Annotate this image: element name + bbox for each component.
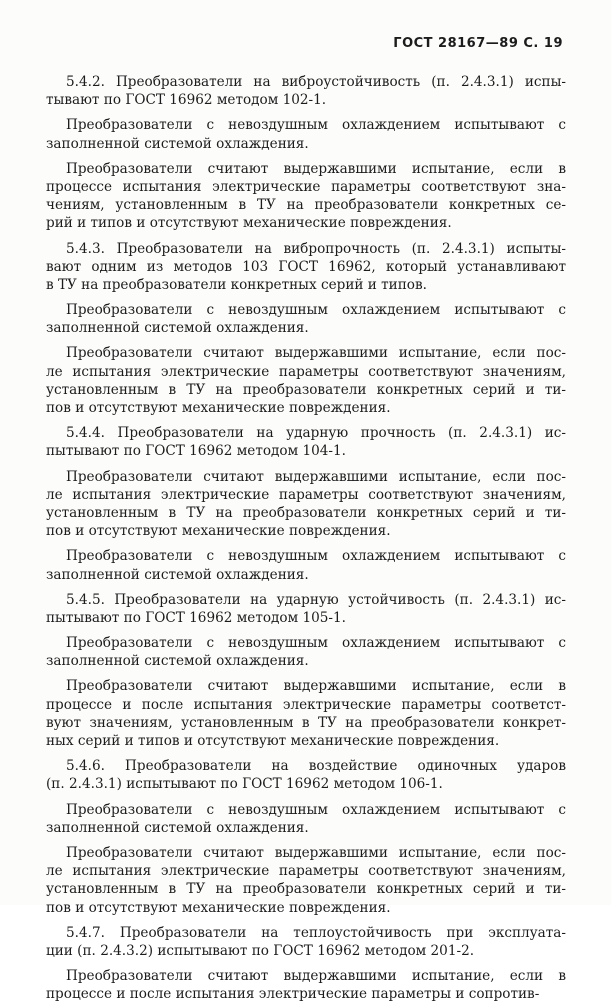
text-line: в ТУ на преобразователи конкретных серий и типов.	[46, 276, 427, 293]
text-line: Преобразователи считают выдержавшими испытание, если пос-	[66, 345, 566, 362]
text-line: Преобразователи с невоздушным охлаждением испытывают с	[66, 548, 566, 565]
text-line: Преобразователи считают выдержавшими испытание, если пос-	[66, 468, 566, 485]
paragraph	[46, 757, 566, 793]
paragraph	[46, 468, 566, 541]
text-line: заполненной системой охлаждения.	[46, 819, 309, 836]
text-line: процессе и после испытания электрические параметры соответст-	[46, 696, 566, 713]
text-line: Преобразователи с невоздушным охлаждением испытывают с	[66, 801, 566, 818]
text-line: рий и типов и отсутствуют механические повреждения.	[46, 215, 452, 232]
text-line: ных серий и типов и отсутствуют механические повреждения.	[46, 733, 500, 749]
page-header: ГОСТ 28167—89 С. 19	[393, 36, 563, 51]
text-line: вают одним из методов 103 ГОСТ 16962, который устанавливают	[46, 258, 566, 275]
text-line: Преобразователи считают выдержавшими испытание, если в	[66, 160, 566, 177]
text-line: заполненной системой охлаждения.	[46, 653, 309, 670]
text-line: Преобразователи с невоздушным охлаждением испытывают с	[66, 302, 566, 319]
text-line: вуют значениям, установленным в ТУ на преобразователи конкрет-	[46, 714, 566, 731]
paragraph	[46, 591, 566, 627]
text-line: пов и отсутствуют механические повреждения.	[46, 899, 391, 916]
text-line: ле испытания электрические параметры соответствуют значениям,	[46, 863, 566, 880]
text-line: установленным в ТУ на преобразователи конкретных серий и ти-	[46, 504, 566, 521]
text-line: (п. 2.4.3.1) испытывают по ГОСТ 16962 методом 106-1.	[46, 776, 443, 793]
text-line: 5.4.4. Преобразователи на ударную прочность (п. 2.4.3.1) ис-	[66, 425, 566, 442]
text-line: 5.4.2. Преобразователи на виброустойчивость (п. 2.4.3.1) испы-	[66, 74, 566, 90]
text-line: 5.4.3. Преобразователи на вибропрочность (п. 2.4.3.1) испыты-	[66, 240, 566, 257]
text-line: установленным в ТУ на преобразователи конкретных серий и ти-	[46, 381, 566, 398]
paragraph	[46, 924, 566, 960]
text-line: заполненной системой охлаждения.	[46, 320, 309, 337]
text-line: пытывают по ГОСТ 16962 методом 104-1.	[46, 443, 346, 460]
text-line: 5.4.6. Преобразователи на воздействие одиночных ударов	[66, 758, 566, 775]
paragraph	[46, 160, 566, 233]
paragraph	[46, 116, 566, 152]
text-line: Преобразователи считают выдержавшими испытание, если пос-	[66, 844, 566, 861]
text-line: Преобразователи с невоздушным охлаждением испытывают с	[66, 117, 566, 134]
text-line: 5.4.7. Преобразователи на теплоустойчивость при эксплуата-	[66, 924, 566, 941]
text-line: установленным в ТУ на преобразователи конкретных серий и ти-	[46, 881, 566, 898]
paragraph	[46, 424, 566, 460]
text-line: Преобразователи с невоздушным охлаждением испытывают с	[66, 635, 566, 652]
text-line: пов и отсутствуют механические повреждения.	[46, 523, 391, 540]
paragraph	[46, 344, 566, 417]
text-line: процессе испытания электрические параметры соответствуют зна-	[46, 178, 566, 195]
text-line: процессе и после испытания электрические параметры и сопротив-	[46, 986, 540, 1003]
paragraph	[46, 634, 566, 670]
text-line: пов и отсутствуют механические повреждения.	[46, 400, 391, 416]
text-line: ле испытания электрические параметры соответствуют значениям,	[46, 363, 566, 380]
text-line: ции (п. 2.4.3.2) испытывают по ГОСТ 16962 методом 201-2.	[46, 942, 475, 959]
paragraph	[46, 801, 566, 837]
text-line: тывают по ГОСТ 16962 методом 102-1.	[46, 92, 327, 109]
document-body	[46, 73, 566, 1003]
text-line: чениям, установленным в ТУ на преобразователи конкретных се-	[46, 197, 566, 214]
paragraph	[46, 844, 566, 917]
text-line: Преобразователи считают выдержавшими испытание, если в	[66, 678, 566, 695]
text-line: Преобразователи считают выдержавшими испытание, если в	[66, 968, 566, 985]
text-line: заполненной системой охлаждения.	[46, 135, 309, 152]
paragraph	[46, 547, 566, 583]
paragraph	[46, 677, 566, 750]
paragraph	[46, 967, 566, 1003]
paragraph	[46, 301, 566, 337]
text-line: 5.4.5. Преобразователи на ударную устойчивость (п. 2.4.3.1) ис-	[66, 591, 566, 608]
text-line: ле испытания электрические параметры соответствуют значениям,	[46, 486, 566, 503]
text-line: заполненной системой охлаждения.	[46, 566, 309, 583]
paragraph	[46, 73, 566, 109]
paragraph	[46, 240, 566, 295]
text-line: пытывают по ГОСТ 16962 методом 105-1.	[46, 609, 346, 626]
